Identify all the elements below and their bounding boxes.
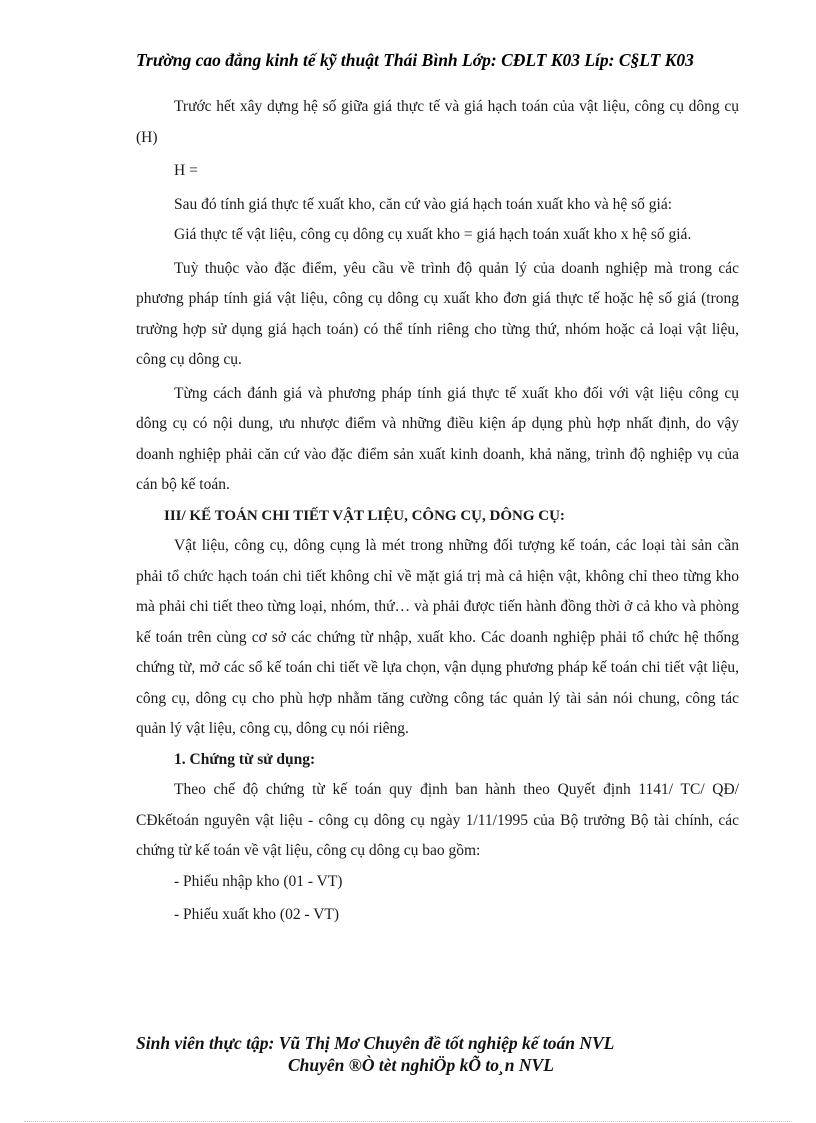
paragraph-depending-on: Tuỳ thuộc vào đặc điểm, yêu cầu về trình độ quản lý của doanh nghiệp mà trong các phương pháp tính giá vật liệu, công cụ dông cụ xuất kho đơn giá thực tế hoặc hệ số giá (trong trường hợp sử dụng giá hạch toán) có thể tính riêng cho từng thứ, nhóm hoặc cả loại vật liệu, công cụ dông cụ.: [136, 259, 739, 368]
formula-h: H =: [174, 162, 198, 179]
paragraph-detailed-accounting: Vật liệu, công cụ, dông cụng là mét trong những đối tượng kế toán, các loại tài sản cần phải tổ chức hạch toán chi tiết không chỉ về mặt giá trị mà cả hiện vật, không chỉ theo từng kho mà phải chi tiết theo từng loại, nhóm, thứ… và phải được tiến hành đồng thời ở cả kho và phòng kế toán trên cùng cơ sở các chứng từ nhập, xuất kho. Các doanh nghiệp phải tổ chức hệ thống chứng từ, mở các sổ kế toán chi tiết về lựa chọn, vận dụng phương pháp kế toán chi tiết vật liệu, công cụ, dông cụ cho phù hợp nhằm tăng cường công tác quản lý tài sản nói chung, công tác quản lý vật liệu, công cụ, dông cụ nói riêng.: [136, 537, 739, 737]
sub-heading-documents: 1. Chứng từ sử dụng:: [174, 750, 316, 768]
paragraph-regulation: Theo chế độ chứng từ kế toán quy định ban hành theo Quyết định 1141/ TC/ QĐ/ CĐkếtoán nguyên vật liệu - công cụ dông cụ ngày 1/11/1995 của Bộ trưởng Bộ tài chính, các chứng từ kế toán về vật liệu, công cụ dông cụ bao gồm:: [136, 781, 739, 859]
paragraph-actual-price-calc: Sau đó tính giá thực tế xuất kho, căn cứ vào giá hạch toán xuất kho và hệ số giá:: [174, 195, 673, 213]
section-heading: III/ KẾ TOÁN CHI TIẾT VẬT LIỆU, CÔNG CỤ, DÔNG CỤ:: [164, 507, 565, 524]
page-bottom-divider: [24, 1121, 792, 1122]
paragraph-evaluation-methods: Từng cách đánh giá và phương pháp tính giá thực tế xuất kho đối với vật liệu công cụ dông cụ có nội dung, ưu nhược điểm và những điều kiện áp dụng phù hợp nhất định, do vậy doanh nghiệp phải căn cứ vào đặc điểm sản xuất kinh doanh, khả năng, trình độ nghiệp vụ của cán bộ kế toán.: [136, 384, 739, 493]
page-header: Trường cao đẳng kinh tế kỹ thuật Thái Bình Lớp: CĐLT K03 Líp: C§LT K03: [136, 50, 694, 70]
list-item: - Phiếu nhập kho (01 - VT): [174, 872, 343, 890]
paragraph-price-formula: Giá thực tế vật liệu, công cụ dông cụ xuất kho = giá hạch toán xuất kho x hệ số giá.: [174, 226, 692, 243]
list-item: - Phiếu xuất kho (02 - VT): [174, 906, 340, 923]
paragraph-coefficient-intro: Trước hết xây dựng hệ số giữa giá thực tế và giá hạch toán của vật liệu, công cụ dông cụ (H): [136, 98, 739, 146]
document-body: [136, 92, 739, 931]
page-footer-line-1: Sinh viên thực tập: Vũ Thị Mơ Chuyên đề tốt nghiệp kế toán NVL: [136, 1033, 615, 1053]
page-footer-line-2: Chuyên ®Ò tèt nghiÖp kÕ to¸n NVL: [288, 1055, 554, 1075]
